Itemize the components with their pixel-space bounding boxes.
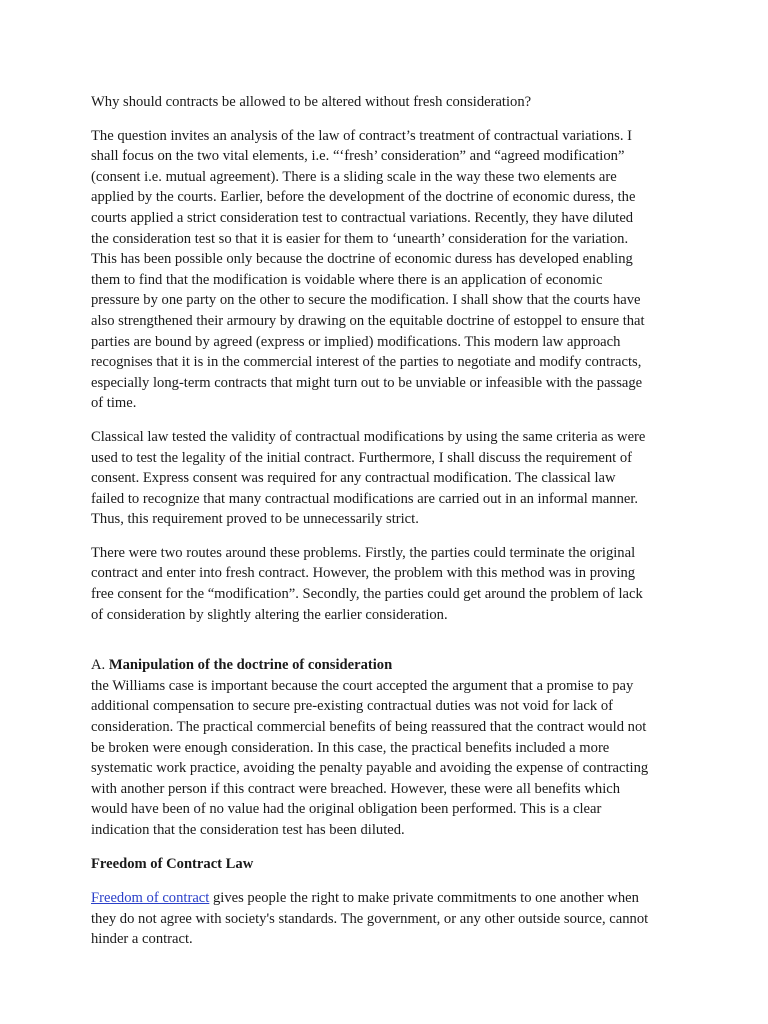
freedom-heading: Freedom of Contract Law [91, 855, 254, 872]
classical-law-paragraph: Classical law tested the validity of contractual modifications by using the same criteria as were used to test the legality of the initial contract. Furthermore, I shall discuss the requirement of consent. Express consent was required for any contractual modification. The classical law failed to recognize that many contractual modifications are carried out in an informal manner. Thus, this requirement proved to be unnecessarily strict. [91, 428, 646, 528]
section-a-body: the Williams case is important because the court accepted the argument that a promise to pay additional compensation to secure pre-existing contractual duties was not void for lack of consideration. The practical commercial benefits of being reassured that the contract would not be broken were enough consideration. In this case, the practical benefits included a more systematic work practice, avoiding the penalty payable and avoiding the expense of contracting with another person if this contract were breached. However, these were all benefits which would have been of no value had the original obligation been performed. This is a clear indication that the consideration test has been diluted. [91, 677, 649, 838]
essay-question: Why should contracts be allowed to be altered without fresh consideration? [91, 94, 532, 110]
section-a-heading [91, 655, 650, 676]
intro-paragraph: The question invites an analysis of the law of contract’s treatment of contractual variations. I shall focus on the two vital elements, i.e. “‘fresh’ consideration” and “agreed modification” (consent i.e. mutual agreement). There is a sliding scale in the way these two elements are applied by the courts. Earlier, before the development of the doctrine of economic duress, the courts applied a strict consideration test to contractual variations. Recently, they have diluted the consideration test so that it is easier for them to ‘unearth’ consideration for the variation. This has been possible only because the doctrine of economic duress has developed enabling them to find that the modification is voidable where there is an application of economic pressure by one party on the other to secure the modification. I shall show that the courts have also strengthened their armoury by drawing on the equitable doctrine of estoppel to ensure that parties are bound by agreed (express or implied) modifications. This modern law approach recognises that it is in the commercial interest of the parties to negotiate and modify contracts, especially long-term contracts that might turn out to be unviable or infeasible with the passage of time. [91, 127, 645, 412]
freedom-paragraph-text: gives people the right to make private commitments to one another when they do not agree with society's standards. The government, or any other outside source, cannot hinder a contract. [91, 890, 649, 948]
freedom-paragraph [91, 888, 650, 950]
section-a-letter: A. [91, 657, 106, 674]
freedom-of-contract-link[interactable]: Freedom of contract [91, 890, 210, 907]
routes-paragraph: There were two routes around these problems. Firstly, the parties could terminate the original contract and enter into fresh contract. However, the problem with this method was in proving free consent for the “modification”. Secondly, the parties could get around the problem of lack of consideration by slightly altering the earlier consideration. [91, 544, 643, 623]
section-a-title: Manipulation of the doctrine of consideration [108, 657, 393, 674]
